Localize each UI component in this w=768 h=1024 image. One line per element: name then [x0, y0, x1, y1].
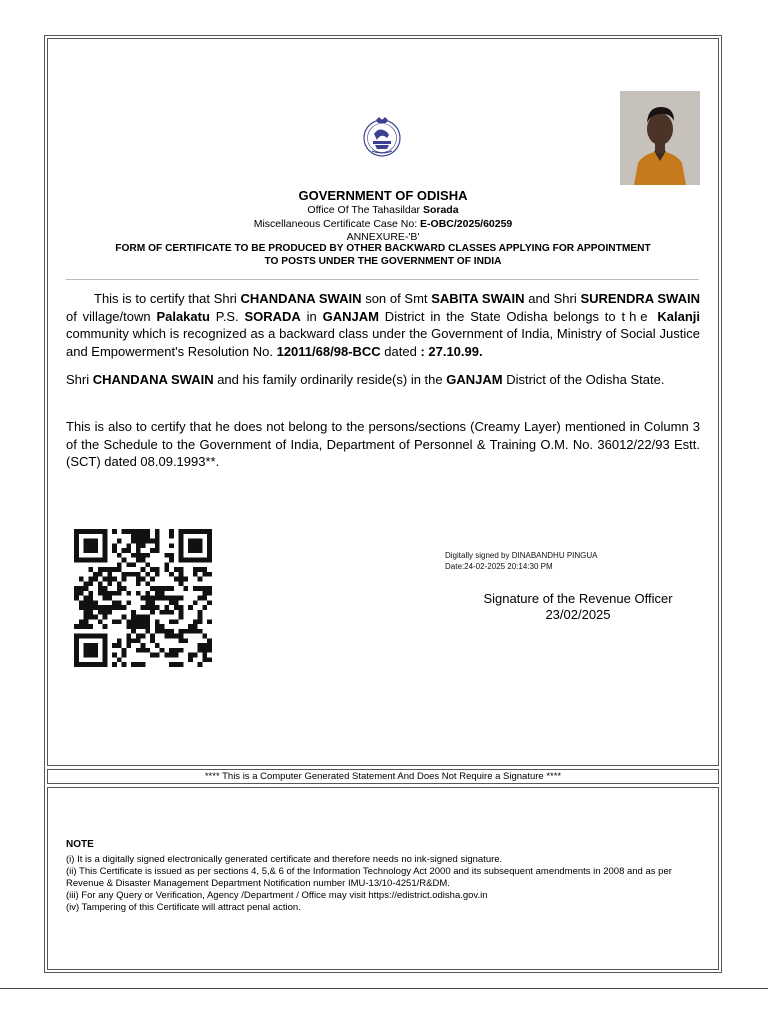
applicant-photo — [620, 91, 700, 185]
signature-title: Signature of the Revenue Officer — [483, 591, 673, 606]
case-number: E-OBC/2025/60259 — [420, 218, 513, 230]
applicant-name: CHANDANA SWAIN — [92, 372, 214, 387]
signature-date: 23/02/2025 — [545, 607, 611, 622]
certification-paragraph: This is to certify that Shri CHANDANA SWAIN son of Smt SABITA SWAIN and Shri SURENDRA SWAIN of village/town Palakatu P.S. SORADA in GANJAM District in the State Odisha belongs to the Kalanji community which is recognized as a backward class under the Government of India, Ministry of Social Justice and Empowerment's Resolution No. 12011/68/98-BCC dated : 27.10.99. — [66, 291, 700, 359]
note-title: NOTE — [66, 839, 94, 850]
office-name: Sorada — [422, 204, 459, 216]
header-divider — [66, 279, 699, 280]
digital-signature-block — [445, 550, 598, 572]
district-name: GANJAM — [322, 308, 379, 324]
annexure-label: ANNEXURE-'B' — [346, 231, 420, 243]
page-bottom-rule — [0, 988, 768, 989]
village-name: Palakatu — [156, 308, 210, 324]
creamy-layer-paragraph: This is also to certify that he does not belong to the persons/sections (Creamy Layer) mentioned in Column 3 of the Schedule to the Government of India, Department of Personnel & Training O.M. No. 36012/22/93 Estt.(SCT) dated 08.09.1993**. — [66, 419, 700, 469]
digital-signature-date: Date:24-02-2025 20:14:30 PM — [445, 562, 553, 571]
residence-paragraph: Shri CHANDANA SWAIN and his family ordinarily reside(s) in the GANJAM District of the Odisha State. — [66, 372, 665, 387]
digital-signature-name: Digitally signed by DINABANDHU PINGUA — [445, 551, 598, 560]
note-item: (i) It is a digitally signed electronically generated certificate and therefore needs no ink-signed signature. — [66, 854, 503, 865]
form-title-line1: FORM OF CERTIFICATE TO BE PRODUCED BY OTHER BACKWARD CLASSES APPLYING FOR APPOINTMENT — [115, 243, 651, 254]
government-heading: GOVERNMENT OF ODISHA — [298, 188, 468, 203]
odisha-state-emblem-icon — [362, 116, 402, 158]
form-title — [50, 242, 716, 268]
note-item: (ii) This Certificate is issued as per sections 4, 5,& 6 of the Information Technology Act 2000 and its subsequent amendments in 2008 and as per Revenue & Disaster Management Department Notification number IMU-13/10-4251/R&DM. — [66, 866, 672, 889]
case-line — [50, 218, 716, 230]
qr-code-icon[interactable] — [70, 529, 216, 667]
office-prefix: Office Of The Tahasildar — [307, 204, 423, 216]
district-name: GANJAM — [446, 372, 503, 387]
signature-block — [448, 591, 708, 623]
community-name: Kalanji — [657, 308, 700, 324]
applicant-name: CHANDANA SWAIN — [240, 291, 362, 306]
resolution-number: 12011/68/98-BCC — [276, 343, 381, 359]
note-item: (iii) For any Query or Verification, Agency /Department / Office may visit https://edistrict.odisha.gov.in — [66, 890, 488, 901]
father-name: SURENDRA SWAIN — [580, 291, 700, 306]
note-list — [66, 854, 696, 914]
office-line — [50, 204, 716, 216]
note-item: (iv) Tampering of this Certificate will attract penal action. — [66, 902, 301, 913]
mother-name: SABITA SWAIN — [431, 291, 525, 306]
case-prefix: Miscellaneous Certificate Case No: — [253, 218, 421, 230]
form-title-line2: TO POSTS UNDER THE GOVERNMENT OF INDIA — [264, 256, 502, 267]
resolution-date: : 27.10.99. — [420, 343, 483, 359]
computer-generated-statement: **** This is a Computer Generated Statement And Does Not Require a Signature **** — [47, 769, 719, 784]
police-station: SORADA — [244, 308, 301, 324]
